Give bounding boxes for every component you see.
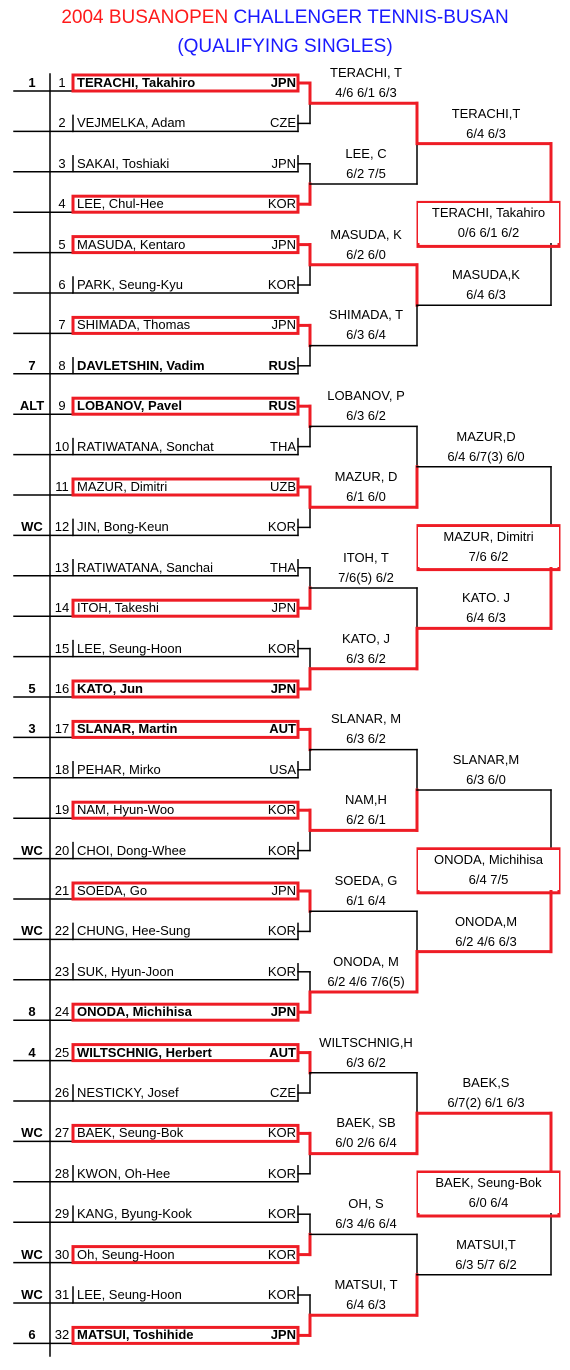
r1-winner: MAZUR, D — [334, 469, 398, 484]
r1-score: 6/1 6/4 — [346, 893, 386, 908]
player-name: SOEDA, Go — [77, 883, 148, 898]
r1-winner: ITOH, T — [343, 549, 389, 565]
r1-score: 6/3 6/2 — [346, 408, 386, 424]
player-name: MASUDA, Kentaro — [77, 236, 186, 252]
r2-score: 6/4 6/3 — [466, 125, 506, 141]
player-number: 16 — [54, 681, 70, 696]
player-country: KOR — [267, 1206, 296, 1222]
player-seed: 6 — [28, 1327, 36, 1343]
player-country: KOR — [267, 196, 296, 212]
player-number: 23 — [54, 963, 70, 979]
r1-winner: ONODA, M — [333, 953, 399, 969]
player-country: AUT — [269, 721, 296, 737]
r1-score: 6/3 4/6 6/4 — [335, 1216, 397, 1232]
player-number: 18 — [54, 761, 70, 777]
player-name: NESTICKY, Josef — [77, 1085, 179, 1100]
r1-winner: LEE, C — [345, 145, 387, 161]
player-number: 3 — [58, 155, 66, 171]
player-country: JPN — [271, 155, 296, 171]
r1-score: 6/2 6/0 — [346, 246, 386, 262]
player-number: 13 — [54, 559, 70, 575]
qualifier-score: 6/0 6/4 — [418, 1193, 559, 1213]
r2-score: 6/4 6/7(3) 6/0 — [447, 448, 525, 464]
r1-score: 6/3 6/4 — [346, 327, 386, 343]
player-name: DAVLETSHIN, Vadim — [77, 357, 205, 373]
player-country: AUT — [269, 1044, 296, 1060]
qualifier-score: 7/6 6/2 — [418, 547, 559, 567]
player-name: RATIWATANA, Sanchai — [77, 559, 214, 575]
r2-winner: SLANAR,M — [452, 752, 520, 767]
title-tournament: CHALLENGER TENNIS-BUSAN — [233, 7, 509, 28]
player-name: SUK, Hyun-Joon — [77, 963, 174, 979]
player-name: KANG, Byung-Kook — [77, 1206, 192, 1222]
player-number: 15 — [54, 640, 70, 656]
player-number: 8 — [58, 357, 66, 373]
r1-score: 6/3 6/2 — [346, 1054, 386, 1070]
player-name: NAM, Hyun-Woo — [77, 802, 175, 818]
player-name: ONODA, Michihisa — [77, 1004, 192, 1020]
player-name: SHIMADA, Thomas — [77, 317, 191, 333]
player-number: 11 — [55, 479, 69, 494]
r1-score: 6/4 6/3 — [346, 1297, 386, 1312]
player-country: JPN — [270, 1004, 296, 1020]
player-name: MAZUR, Dimitri — [77, 479, 168, 494]
player-number: 17 — [54, 721, 70, 737]
r2-score: 6/2 4/6 6/3 — [455, 933, 517, 949]
qualifier-score: 6/4 7/5 — [418, 870, 559, 890]
r1-winner: BAEK, SB — [336, 1115, 396, 1131]
player-country: UZB — [270, 479, 296, 494]
player-name: CHUNG, Hee-Sung — [77, 923, 191, 939]
r2-winner: MAZUR,D — [456, 428, 516, 444]
player-country: KOR — [267, 842, 296, 858]
r1-winner: NAM,H — [345, 792, 387, 808]
player-seed: WC — [21, 1125, 43, 1141]
player-name: MATSUI, Toshihide — [77, 1327, 194, 1343]
player-name: WILTSCHNIG, Herbert — [77, 1044, 212, 1060]
player-number: 20 — [54, 842, 70, 858]
player-seed: WC — [21, 519, 43, 535]
r1-winner: WILTSCHNIG,H — [319, 1034, 413, 1050]
r2-score: 6/4 6/3 — [466, 610, 506, 626]
player-country: JPN — [271, 317, 296, 333]
r1-winner: LOBANOV, P — [327, 388, 405, 404]
r1-score: 6/0 2/6 6/4 — [335, 1135, 397, 1151]
player-seed: 5 — [28, 681, 36, 696]
player-country: JPN — [271, 600, 296, 616]
r2-winner: MASUDA,K — [452, 267, 520, 283]
player-country: JPN — [271, 883, 296, 898]
player-number: 7 — [58, 317, 66, 333]
player-country: KOR — [267, 1287, 296, 1302]
r1-winner: OH, S — [348, 1196, 384, 1212]
player-name: BAEK, Seung-Bok — [77, 1125, 184, 1141]
r1-winner: SOEDA, G — [334, 873, 398, 888]
player-name: PEHAR, Mirko — [77, 761, 161, 777]
player-country: JPN — [271, 236, 296, 252]
player-number: 22 — [54, 923, 70, 939]
r2-winner: KATO. J — [462, 590, 510, 606]
player-country: KOR — [267, 963, 296, 979]
r1-winner: KATO, J — [342, 630, 390, 646]
r1-score: 6/1 6/0 — [346, 489, 386, 504]
player-name: LOBANOV, Pavel — [77, 398, 183, 414]
player-seed: 3 — [28, 721, 36, 737]
player-country: KOR — [267, 802, 296, 818]
player-country: KOR — [267, 1165, 296, 1181]
qualifier-name: MAZUR, Dimitri — [418, 527, 559, 547]
player-number: 21 — [54, 883, 70, 898]
r2-score: 6/3 5/7 6/2 — [455, 1256, 517, 1272]
r2-winner: MATSUI,T — [456, 1236, 516, 1252]
player-country: JPN — [270, 1327, 296, 1343]
r2-winner: ONODA,M — [454, 913, 518, 929]
r1-score: 6/3 6/2 — [346, 731, 386, 747]
r1-score: 6/2 6/1 — [346, 812, 386, 828]
player-country: RUS — [268, 357, 296, 373]
player-country: THA — [270, 559, 296, 575]
player-number: 26 — [54, 1085, 70, 1100]
player-name: Oh, Seung-Hoon — [77, 1246, 175, 1262]
player-country: KOR — [267, 519, 296, 535]
player-number: 19 — [54, 802, 70, 818]
r2-winner: BAEK,S — [462, 1075, 510, 1091]
player-number: 24 — [54, 1004, 70, 1020]
qualifier-score: 0/6 6/1 6/2 — [418, 223, 559, 243]
qualifier-name: ONODA, Michihisa — [418, 850, 559, 870]
player-number: 1 — [58, 75, 66, 90]
player-number: 5 — [58, 236, 66, 252]
draw-subtitle: (QUALIFYING SINGLES) — [177, 36, 393, 57]
player-name: CHOI, Dong-Whee — [77, 842, 187, 858]
player-name: KATO, Jun — [77, 681, 143, 696]
player-number: 14 — [54, 600, 70, 616]
qualifier-name: BAEK, Seung-Bok — [418, 1173, 559, 1193]
player-country: CZE — [270, 1085, 296, 1100]
player-seed: WC — [21, 842, 43, 858]
player-number: 27 — [54, 1125, 70, 1141]
r2-score: 6/4 6/3 — [466, 287, 506, 303]
player-seed: WC — [21, 923, 43, 939]
player-country: THA — [270, 438, 296, 454]
r1-score: 6/2 4/6 7/6(5) — [327, 973, 405, 989]
player-number: 28 — [54, 1165, 70, 1181]
player-seed: 7 — [28, 357, 36, 373]
player-seed: WC — [21, 1287, 43, 1302]
player-name: LEE, Seung-Hoon — [77, 640, 182, 656]
r1-winner: TERACHI, T — [330, 65, 402, 80]
player-country: KOR — [267, 277, 296, 292]
r2-score: 6/7(2) 6/1 6/3 — [447, 1095, 525, 1111]
r1-winner: SLANAR, M — [330, 711, 402, 727]
player-country: RUS — [268, 398, 296, 414]
r1-score: 7/6(5) 6/2 — [338, 569, 394, 585]
player-name: JIN, Bong-Keun — [77, 519, 169, 535]
player-number: 10 — [54, 438, 70, 454]
player-number: 29 — [54, 1206, 70, 1222]
player-country: JPN — [270, 75, 296, 90]
player-number: 31 — [54, 1287, 70, 1302]
player-country: KOR — [267, 640, 296, 656]
player-seed: ALT — [19, 398, 45, 414]
qualifier-name: TERACHI, Takahiro — [418, 203, 559, 223]
r1-score: 6/2 7/5 — [346, 165, 386, 181]
r2-winner: TERACHI,T — [451, 105, 521, 121]
r1-winner: MASUDA, K — [330, 226, 402, 242]
player-name: LEE, Seung-Hoon — [77, 1287, 182, 1302]
player-name: PARK, Seung-Kyu — [77, 277, 183, 292]
player-name: SAKAI, Toshiaki — [77, 155, 170, 171]
player-country: CZE — [270, 115, 296, 131]
r1-score: 6/3 6/2 — [346, 650, 386, 666]
player-name: ITOH, Takeshi — [77, 600, 159, 616]
r1-winner: SHIMADA, T — [328, 307, 404, 323]
player-country: KOR — [267, 1125, 296, 1141]
player-seed: 4 — [28, 1044, 36, 1060]
player-number: 4 — [58, 196, 66, 212]
player-number: 25 — [54, 1044, 70, 1060]
player-country: KOR — [267, 923, 296, 939]
player-seed: 8 — [28, 1004, 36, 1020]
player-name: RATIWATANA, Sonchat — [77, 438, 214, 454]
r1-winner: MATSUI, T — [334, 1277, 398, 1292]
player-number: 30 — [54, 1246, 70, 1262]
player-number: 12 — [54, 519, 70, 535]
player-number: 6 — [58, 277, 66, 292]
player-name: VEJMELKA, Adam — [77, 115, 186, 131]
player-seed: 1 — [28, 75, 36, 90]
player-name: KWON, Oh-Hee — [77, 1165, 171, 1181]
player-seed: WC — [21, 1246, 43, 1262]
player-number: 32 — [54, 1327, 70, 1343]
player-country: JPN — [270, 681, 296, 696]
player-name: SLANAR, Martin — [77, 721, 178, 737]
player-name: TERACHI, Takahiro — [77, 75, 196, 90]
player-number: 9 — [58, 398, 66, 414]
r1-score: 4/6 6/1 6/3 — [335, 85, 397, 100]
player-number: 2 — [58, 115, 66, 131]
title-event: 2004 BUSANOPEN — [61, 7, 229, 28]
r2-score: 6/3 6/0 — [466, 772, 506, 787]
player-country: KOR — [267, 1246, 296, 1262]
player-name: LEE, Chul-Hee — [77, 196, 164, 212]
player-country: USA — [269, 761, 296, 777]
